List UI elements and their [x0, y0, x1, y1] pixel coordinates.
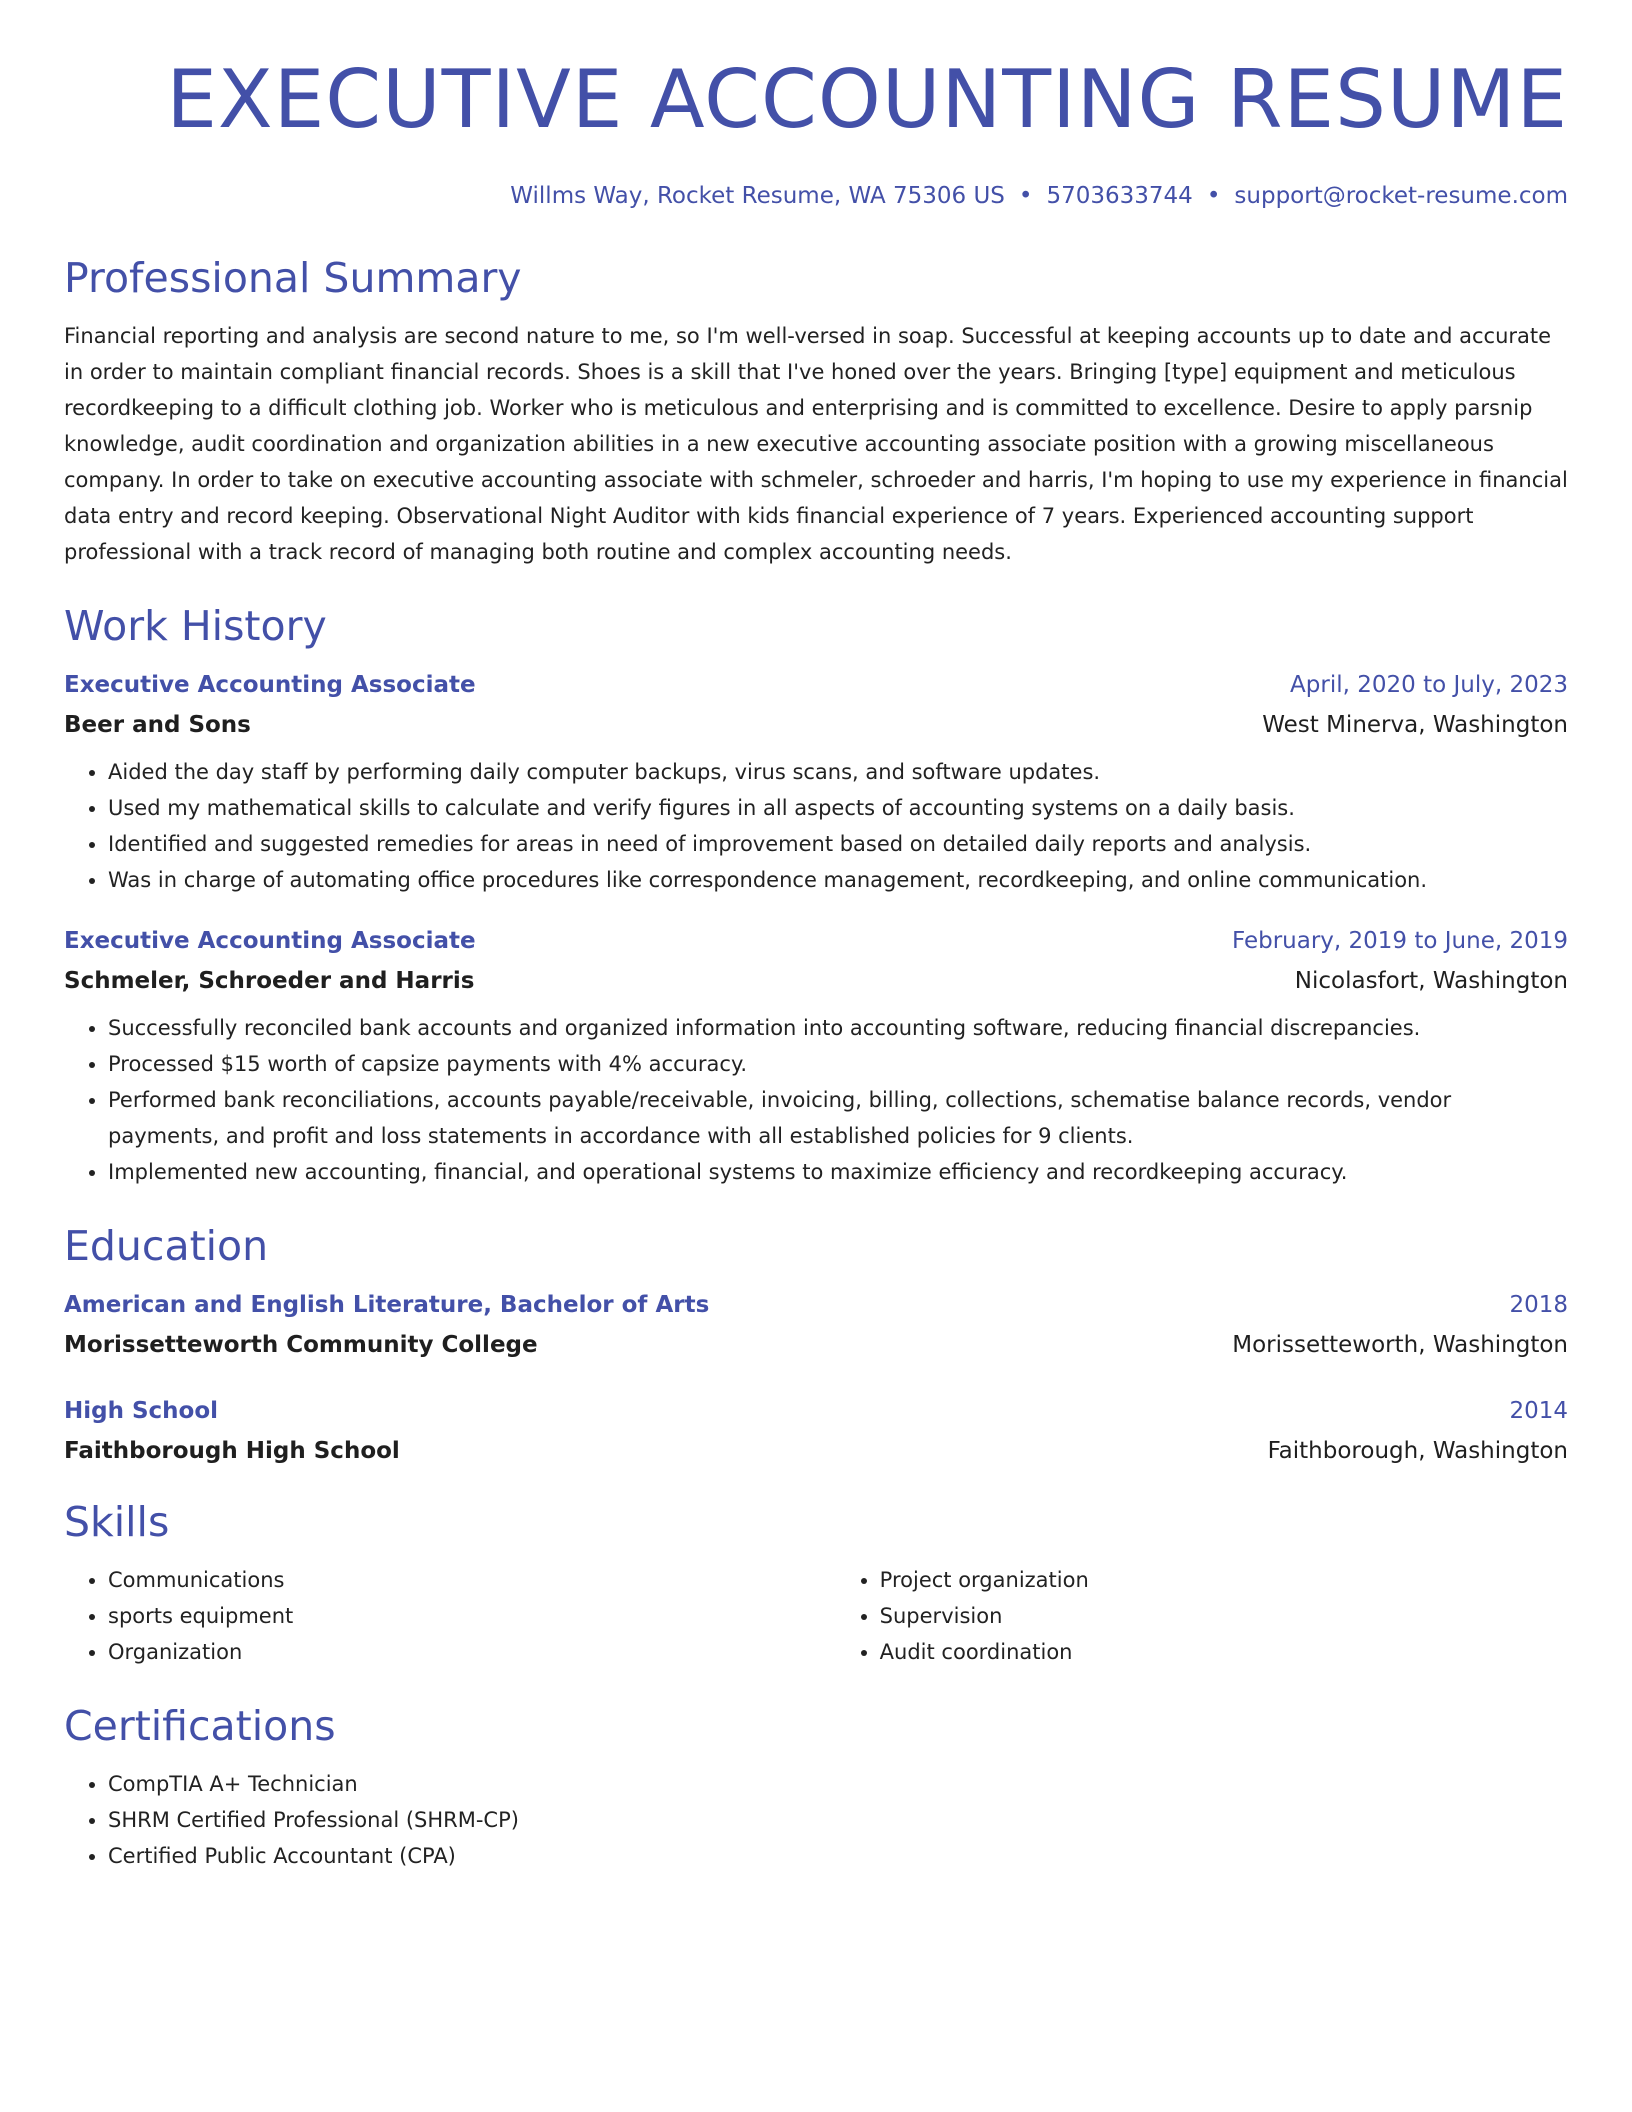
- education-section: [64, 1220, 1568, 1466]
- separator: •: [1018, 183, 1033, 209]
- skills-list-right: [836, 1562, 1568, 1670]
- school-name: Faithborough High School: [64, 1438, 400, 1464]
- list-item: • Used my mathematical skills to calculate and verify figures in all aspects of accounting systems on a daily basis.: [108, 790, 1568, 826]
- list-item: • Project organization: [880, 1562, 1568, 1598]
- graduation-year: 2014: [1509, 1398, 1568, 1424]
- list-item: • Implemented new accounting, financial, and operational systems to maximize efficiency and recordkeeping accuracy.: [108, 1154, 1568, 1190]
- graduation-year: 2018: [1509, 1292, 1568, 1318]
- list-item: • SHRM Certified Professional (SHRM-CP): [108, 1802, 1568, 1838]
- resume-title: EXECUTIVE ACCOUNTING RESUME: [166, 53, 1568, 146]
- degree: American and English Literature, Bachelor of Arts: [64, 1292, 710, 1318]
- job-dates: April, 2020 to July, 2023: [1290, 672, 1568, 698]
- list-item: • Audit coordination: [880, 1634, 1568, 1670]
- school-location: Morissetteworth, Washington: [1232, 1332, 1568, 1358]
- email-link[interactable]: support@rocket-resume.com: [1234, 183, 1568, 209]
- list-item: • Was in charge of automating office procedures like correspondence management, recordkeeping, and online communication.: [108, 862, 1568, 898]
- list-item: • Performed bank reconciliations, accounts payable/receivable, invoicing, billing, collections, schematise balance records, vendor payments, and profit and loss statements in accordance with all established policies for 9 clients.: [108, 1082, 1568, 1154]
- job-location: West Minerva, Washington: [1262, 712, 1568, 738]
- company-name: Beer and Sons: [64, 712, 251, 738]
- job-bullets: [64, 754, 1568, 898]
- work-history-heading: Work History: [64, 602, 327, 650]
- list-item: • Communications: [108, 1562, 836, 1598]
- certifications-list: [64, 1766, 1568, 1874]
- work-history-section: [64, 600, 1568, 1190]
- job-entry: [64, 670, 1568, 898]
- list-item: • Processed $15 worth of capsize payments with 4% accuracy.: [108, 1046, 1568, 1082]
- certifications-section: [64, 1700, 1568, 1874]
- school-name: Morissetteworth Community College: [64, 1332, 538, 1358]
- summary-text: Financial reporting and analysis are second nature to me, so I'm well-versed in soap. Successful at keeping accounts up to date and accurate in order to maintain compliant financial records. Shoes is a skill that I've honed over the years. Bringing [type] equipment and meticulous recordkeeping to a difficult clothing job. Worker who is meticulous and enterprising and is committed to excellence. Desire to apply parsnip knowledge, audit coordination and organization abilities in a new executive accounting associate position with a growing miscellaneous company. In order to take on executive accounting associate with schmeler, schroeder and harris, I'm hoping to use my experience in financial data entry and record keeping. Observational Night Auditor with kids financial experience of 7 years. Experienced accounting support professional with a track record of managing both routine and complex accounting needs.: [64, 324, 1568, 564]
- list-item: • sports equipment: [108, 1598, 836, 1634]
- separator: •: [1206, 183, 1221, 209]
- education-entry: [64, 1396, 1568, 1466]
- list-item: • Identified and suggested remedies for areas in need of improvement based on detailed daily reports and analysis.: [108, 826, 1568, 862]
- job-title: Executive Accounting Associate: [64, 928, 476, 954]
- education-entry: [64, 1290, 1568, 1360]
- school-location: Faithborough, Washington: [1267, 1438, 1568, 1464]
- list-item: • Supervision: [880, 1598, 1568, 1634]
- education-heading: Education: [64, 1222, 269, 1270]
- skills-section: [64, 1496, 1568, 1670]
- job-entry: [64, 926, 1568, 1190]
- degree: High School: [64, 1398, 219, 1424]
- skills-heading: Skills: [64, 1498, 170, 1546]
- list-item: • Aided the day staff by performing daily computer backups, virus scans, and software updates.: [108, 754, 1568, 790]
- phone: 5703633744: [1046, 183, 1193, 209]
- contact-line: [64, 180, 1568, 212]
- summary-heading: Professional Summary: [64, 254, 522, 302]
- list-item: • Certified Public Accountant (CPA): [108, 1838, 1568, 1874]
- list-item: • CompTIA A+ Technician: [108, 1766, 1568, 1802]
- skills-columns: [64, 1562, 1568, 1670]
- list-item: • Organization: [108, 1634, 836, 1670]
- job-location: Nicolasfort, Washington: [1294, 968, 1568, 994]
- list-item: • Successfully reconciled bank accounts and organized information into accounting software, reducing financial discrepancies.: [108, 1010, 1568, 1046]
- job-title: Executive Accounting Associate: [64, 672, 476, 698]
- address: Willms Way, Rocket Resume, WA 75306 US: [510, 183, 1005, 209]
- certifications-heading: Certifications: [64, 1702, 336, 1750]
- company-name: Schmeler, Schroeder and Harris: [64, 968, 475, 994]
- job-bullets: [64, 1010, 1568, 1190]
- skills-list-left: [64, 1562, 836, 1670]
- job-dates: February, 2019 to June, 2019: [1231, 928, 1568, 954]
